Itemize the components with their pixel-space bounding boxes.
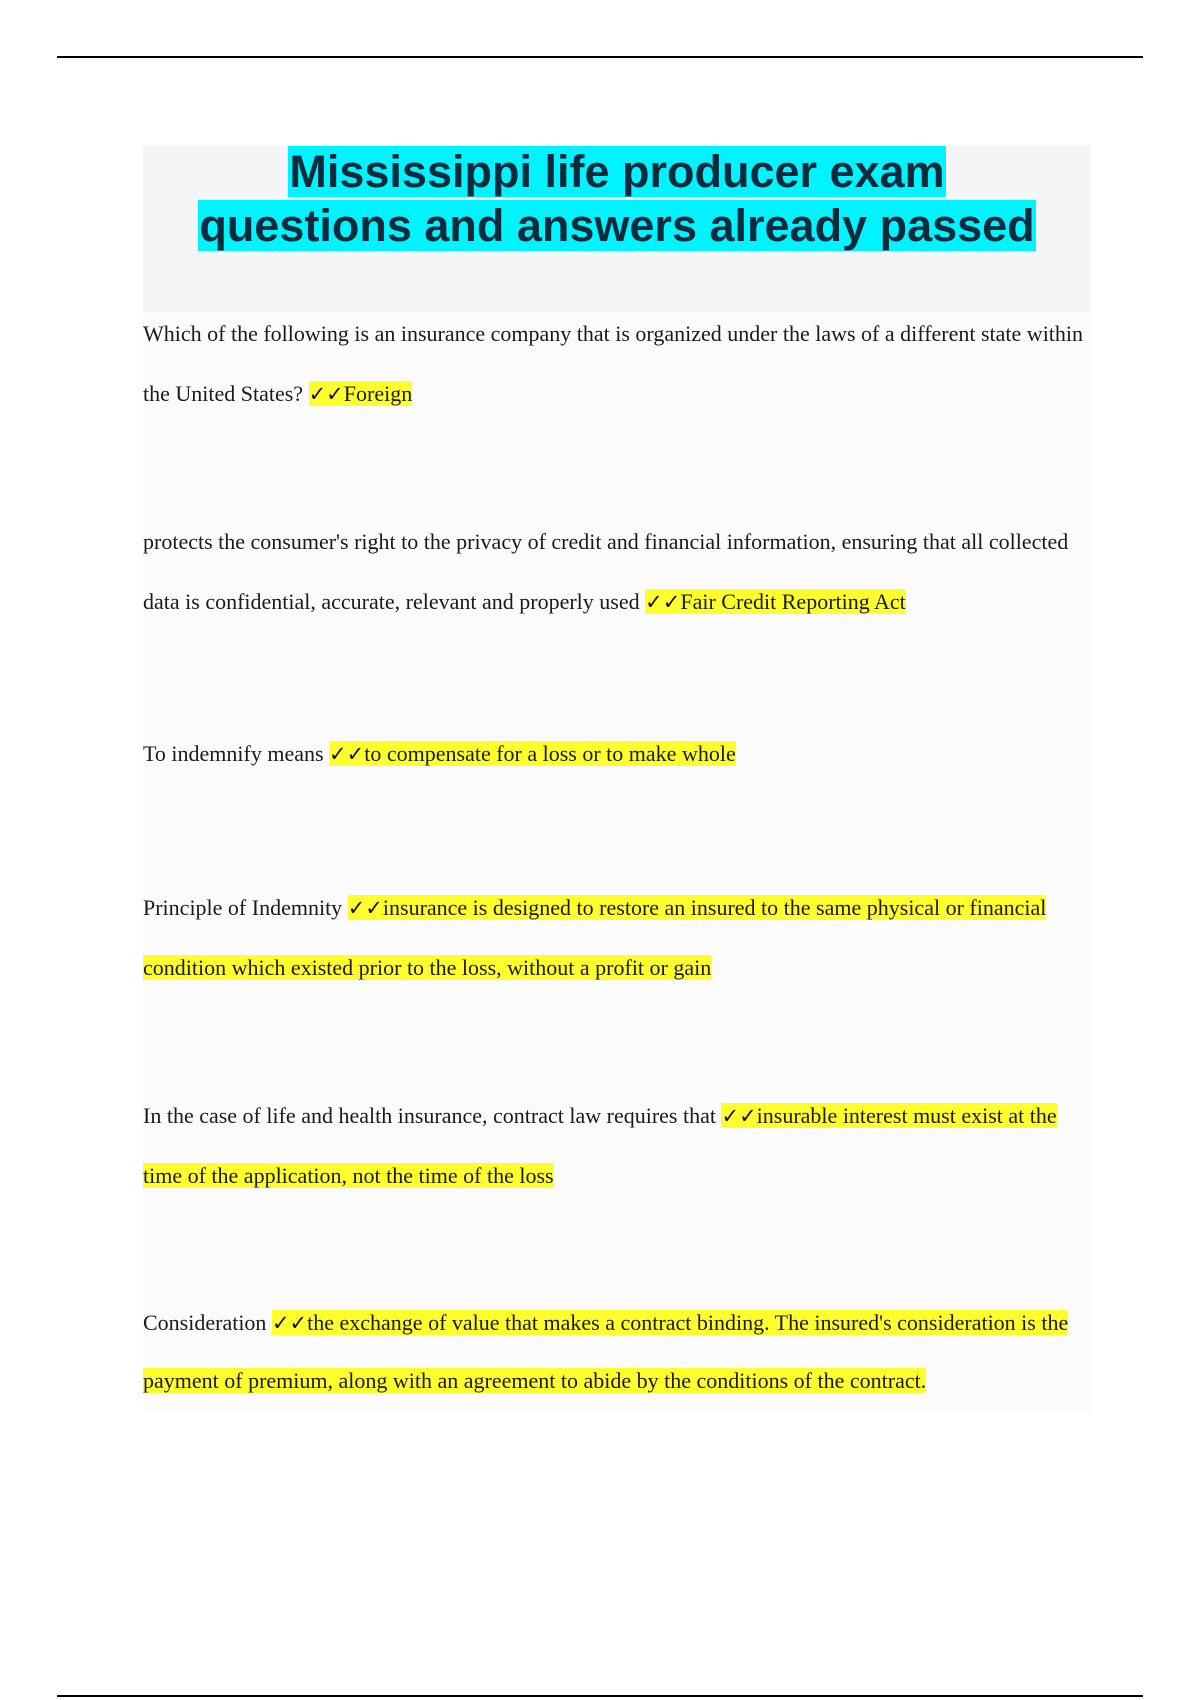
title-line-1: Mississippi life producer exam — [289, 146, 945, 197]
qa-item — [143, 512, 1091, 632]
title-line-2: questions and answers already passed — [199, 200, 1035, 251]
bottom-rule — [57, 1695, 1143, 1697]
answer-text: to compensate for a loss or to make whole — [364, 741, 736, 766]
check-mark-icon: ✓✓ — [329, 742, 365, 766]
question-text: Principle of Indemnity — [143, 895, 343, 920]
check-mark-icon: ✓✓ — [347, 896, 383, 920]
qa-item — [143, 878, 1091, 998]
qa-item — [143, 304, 1091, 424]
question-text: protects the consumer's right to the privacy of credit and financial information, ensuring that all collected data is confidential, accurate, relevant and properly used — [143, 529, 1069, 614]
answer-text: insurance is designed to restore an insured to the same physical or financial condition which existed prior to the loss, without a profit or gain — [143, 895, 1047, 980]
check-mark-icon: ✓✓ — [645, 590, 681, 614]
question-text: To indemnify means — [143, 741, 324, 766]
document-page — [143, 145, 1091, 1410]
answer-highlight — [329, 741, 736, 766]
answer-text: insurable interest must exist at the time of the application, not the time of the loss — [143, 1103, 1057, 1188]
question-text: In the case of life and health insurance, contract law requires that — [143, 1103, 716, 1128]
question-text: Consideration — [143, 1310, 267, 1335]
check-mark-icon: ✓✓ — [271, 1311, 308, 1335]
check-mark-icon: ✓✓ — [308, 382, 344, 406]
qa-item — [143, 724, 1091, 784]
title-block — [143, 145, 1091, 312]
check-mark-icon: ✓✓ — [721, 1104, 757, 1128]
qa-item — [143, 1086, 1091, 1206]
answer-highlight — [143, 1310, 1068, 1393]
answer-text: Fair Credit Reporting Act — [680, 589, 906, 614]
top-rule — [57, 56, 1143, 58]
answer-text: Foreign — [343, 381, 413, 406]
document-title — [143, 145, 1091, 253]
qa-item — [143, 1294, 1091, 1410]
question-text: Which of the following is an insurance company that is organized under the laws of a different state within the United States? — [143, 321, 1084, 406]
answer-highlight — [645, 589, 906, 614]
answer-highlight — [309, 381, 413, 406]
answer-text: the exchange of value that makes a contract binding. The insured's consideration is the payment of premium, along with an agreement to abide by the conditions of the contract. — [143, 1310, 1069, 1393]
